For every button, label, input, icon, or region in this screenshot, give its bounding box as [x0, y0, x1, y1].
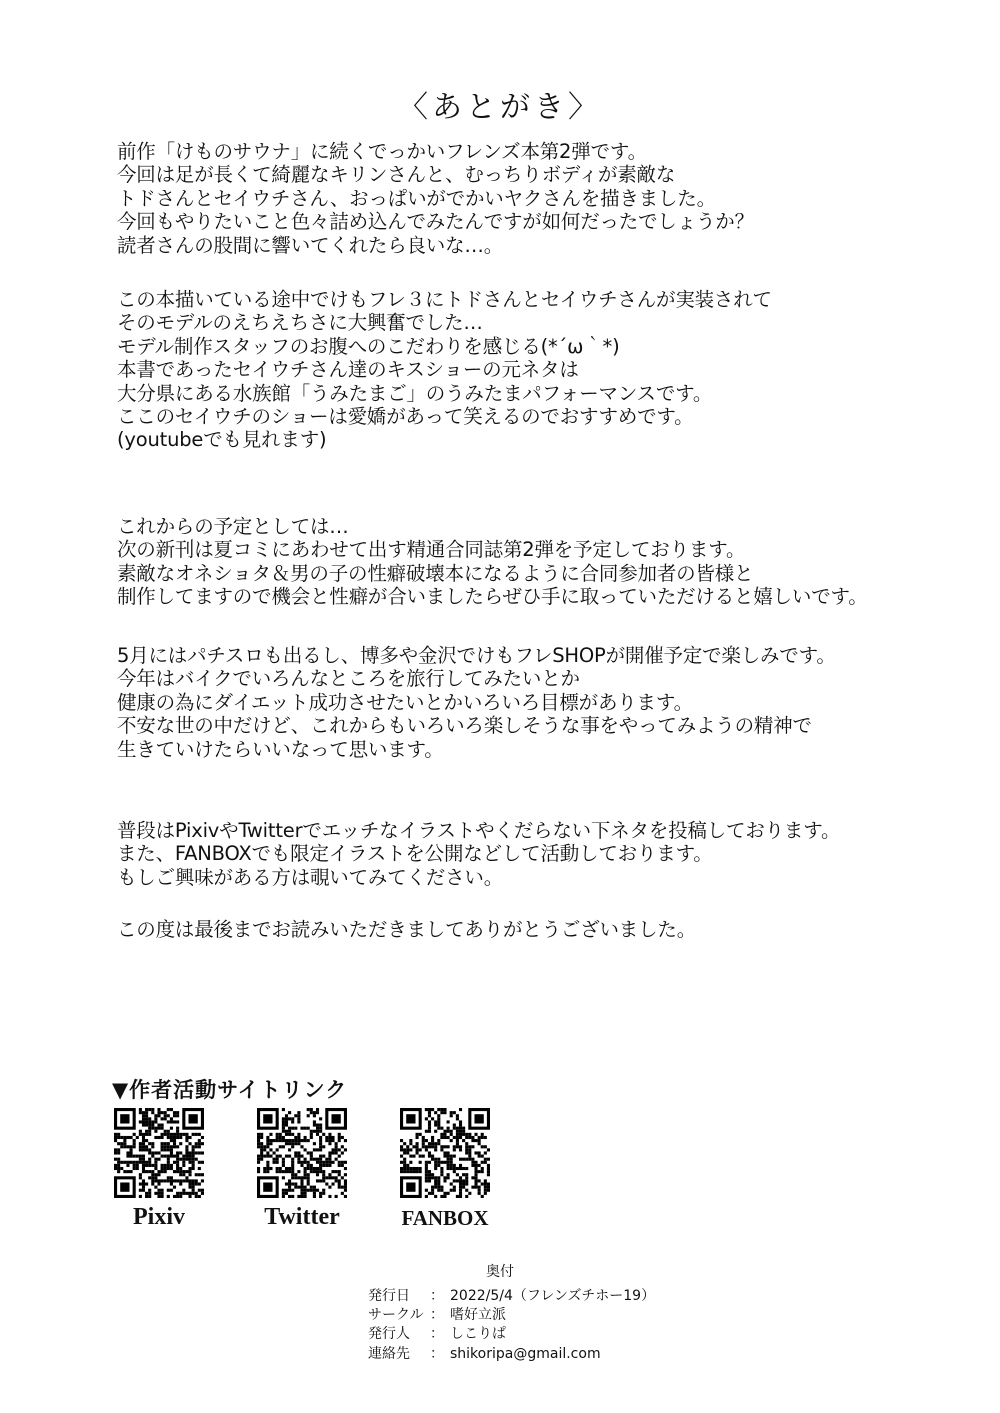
- paragraph-intro: [117, 140, 917, 257]
- text-line: (youtubeでも見れます): [117, 428, 327, 452]
- pixiv-link[interactable]: [109, 1108, 209, 1231]
- text-line: これからの予定としては…: [117, 515, 349, 538]
- colophon-value: 嗜好立派: [450, 1307, 506, 1324]
- text-line: また、FANBOXでも限定イラストを公開などして活動しております。: [117, 842, 713, 866]
- colophon-value: shikoripa@gmail.com: [450, 1345, 601, 1362]
- text-line: トドさんとセイウチさん、おっぱいがでかいヤクさんを描きました。: [117, 186, 716, 210]
- text-line: そのモデルのえちえちさに大興奮でした…: [117, 311, 483, 335]
- text-line: 今年はバイクでいろんなところを旅行してみたいとか: [117, 667, 580, 691]
- text-line: この本描いている途中でけもフレ３にトドさんとセイウチさんが実装されて: [117, 288, 772, 311]
- text-line: 大分県にある水族館「うみたまご」のうみたまパフォーマンスです。: [117, 381, 713, 405]
- text-line: 素敵なオネショタ＆男の子の性癖破壊本になるように合同参加者の皆様と: [117, 561, 754, 585]
- colophon-row-contact: [368, 1345, 655, 1364]
- paragraph-thanks: [117, 918, 917, 941]
- qr-code-icon[interactable]: [400, 1108, 490, 1198]
- fanbox-label: FANBOX: [401, 1206, 489, 1230]
- text-line: 5月にはパチスロも出るし、博多や金沢でけもフレSHOPが開催予定で楽しみです。: [117, 644, 836, 667]
- paragraph-activities: [117, 819, 917, 889]
- text-line: 前作「けものサウナ」に続くでっかいフレンズ本第2弾です。: [117, 140, 647, 163]
- colophon-value: 2022/5/4（フレンズチホー19）: [450, 1288, 656, 1304]
- fanbox-link[interactable]: [395, 1108, 495, 1231]
- text-line: 普段はPixivやTwitterでエッチなイラストやくだらない下ネタを投稿しております。: [117, 819, 841, 842]
- colophon-value: しこりぱ: [450, 1326, 506, 1343]
- colophon-key: サークル: [368, 1307, 424, 1324]
- paragraph-model: [117, 288, 917, 452]
- text-line: この度は最後までお読みいただきましてありがとうございました。: [117, 918, 697, 941]
- colophon: [368, 1287, 655, 1364]
- text-line: モデル制作スタッフのお腹へのこだわりを感じる(*´ω｀*): [117, 334, 620, 358]
- links-heading: ▼作者活動サイトリンク: [112, 1078, 348, 1102]
- text-line: 健康の為にダイエット成功させたいとかいろいろ目標があります。: [117, 690, 693, 714]
- paragraph-goals: [117, 644, 917, 761]
- text-line: 今回は足が長くて綺麗なキリンさんと、むっちりボディが素敵な: [117, 163, 676, 187]
- twitter-label: Twitter: [264, 1204, 340, 1230]
- colophon-key: 発行人: [368, 1326, 410, 1343]
- colophon-separator: ：: [430, 1307, 444, 1324]
- colophon-row-circle: [368, 1306, 655, 1325]
- text-line: ここのセイウチのショーは愛嬌があって笑えるのでおすすめです。: [117, 404, 694, 428]
- paragraph-plans: [117, 515, 917, 609]
- pixiv-label: Pixiv: [133, 1204, 185, 1230]
- text-line: 本書であったセイウチさん達のキスショーの元ネタは: [117, 358, 579, 382]
- colophon-separator: ：: [430, 1288, 444, 1304]
- text-line: 制作してますので機会と性癖が合いましたらぜひ手に取っていただけると嬉しいです。: [117, 585, 868, 609]
- text-line: 今回もやりたいこと色々詰め込んでみたんですが如何だったでしょうか？: [117, 210, 754, 234]
- colophon-title: 奥付: [486, 1264, 514, 1280]
- twitter-link[interactable]: [252, 1108, 352, 1231]
- colophon-separator: ：: [430, 1326, 444, 1343]
- colophon-row-date: [368, 1287, 655, 1306]
- colophon-key: 連絡先: [368, 1345, 410, 1362]
- qr-code-icon[interactable]: [114, 1108, 204, 1198]
- qr-code-icon[interactable]: [257, 1108, 347, 1198]
- colophon-row-publisher: [368, 1325, 655, 1344]
- colophon-key: 発行日: [368, 1288, 410, 1304]
- text-line: 次の新刊は夏コミにあわせて出す精通合同誌第2弾を予定しております。: [117, 538, 746, 562]
- text-line: 不安な世の中だけど、これからもいろいろ楽しそうな事をやってみようの精神で: [117, 714, 812, 738]
- text-line: 生きていけたらいいなって思います。: [117, 737, 444, 761]
- text-line: 読者さんの股間に響いてくれたら良いな…。: [117, 233, 504, 257]
- colophon-separator: ：: [430, 1345, 444, 1362]
- text-line: もしご興味がある方は覗いてみてください。: [117, 865, 504, 889]
- page-title: 〈あとがき〉: [398, 90, 602, 125]
